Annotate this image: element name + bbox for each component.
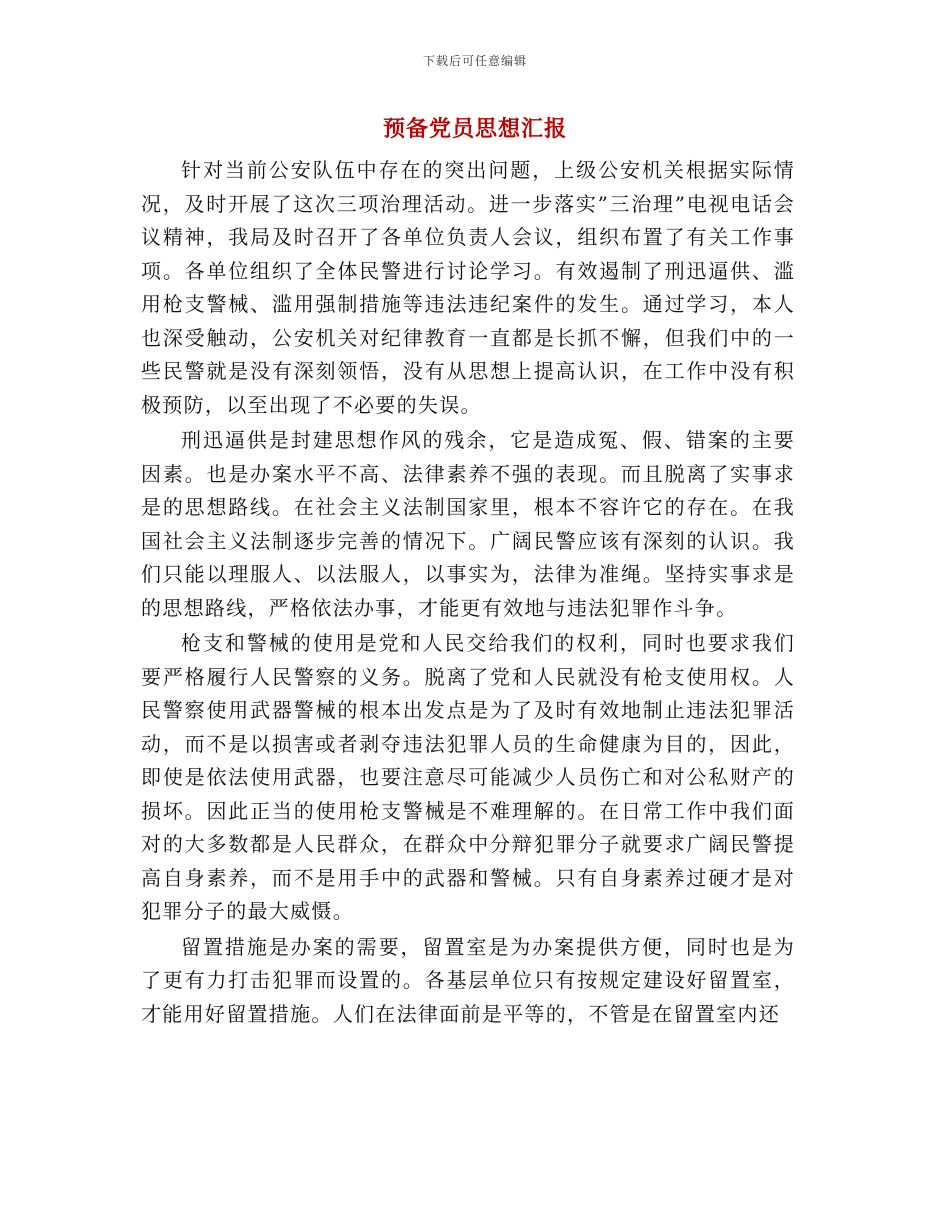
document-title: 预备党员思想汇报	[382, 116, 567, 142]
paragraph-3: 枪支和警械的使用是党和人民交给我们的权利，同时也要求我们要严格履行人民警察的义务。脱离了党和人民就没有枪支使用权。人民警察使用武器警械的根本出发点是为了及时有效地制止违法犯罪活动，而不是以损害或者剥夺违法犯罪人员的生命健康为目的，因此，即使是依法使用武器，也要注意尽可能减少人员伤亡和对公私财产的损坏。因此正当的使用枪支警械是不难理解的。在日常工作中我们面对的大多数都是人民群众，在群众中分辩犯罪分子就要求广阔民警提高自身素养，而不是用手中的武器和警械。只有自身素养过硬才是对犯罪分子的最大威慑。	[141, 631, 795, 923]
paragraph-4: 留置措施是办案的需要，留置室是为办案提供方便，同时也是为了更有力打击犯罪而设置的。各基层单位只有按规定建设好留置室，才能用好留置措施。人们在法律面前是平等的，不管是在留置室内还	[141, 934, 795, 1026]
paragraph-1: 针对当前公安队伍中存在的突出问题，上级公安机关根据实际情况，及时开展了这次三项治理活动。进一步落实”三治理”电视电话会议精神，我局及时召开了各单位负责人会议，组织布置了有关工作事项。各单位组织了全体民警进行讨论学习。有效遏制了刑迅逼供、滥用枪支警械、滥用强制措施等违法违纪案件的发生。通过学习，本人也深受触动，公安机关对纪律教育一直都是长抓不懈，但我们中的一些民警就是没有深刻领悟，没有从思想上提高认识，在工作中没有积极预防，以至出现了不必要的失误。	[141, 158, 795, 417]
header-note: 下载后可任意编辑	[422, 54, 527, 68]
paragraph-2: 刑迅逼供是封建思想作风的残余，它是造成冤、假、错案的主要因素。也是办案水平不高、法律素养不强的表现。而且脱离了实事求是的思想路线。在社会主义法制国家里，根本不容许它的存在。在我国社会主义法制逐步完善的情况下。广阔民警应该有深刻的认识。我们只能以理服人、以法服人，以事实为，法律为准绳。坚持实事求是的思想路线，严格依法办事，才能更有效地与违法犯罪作斗争。	[141, 428, 795, 620]
document-body	[141, 154, 795, 1031]
